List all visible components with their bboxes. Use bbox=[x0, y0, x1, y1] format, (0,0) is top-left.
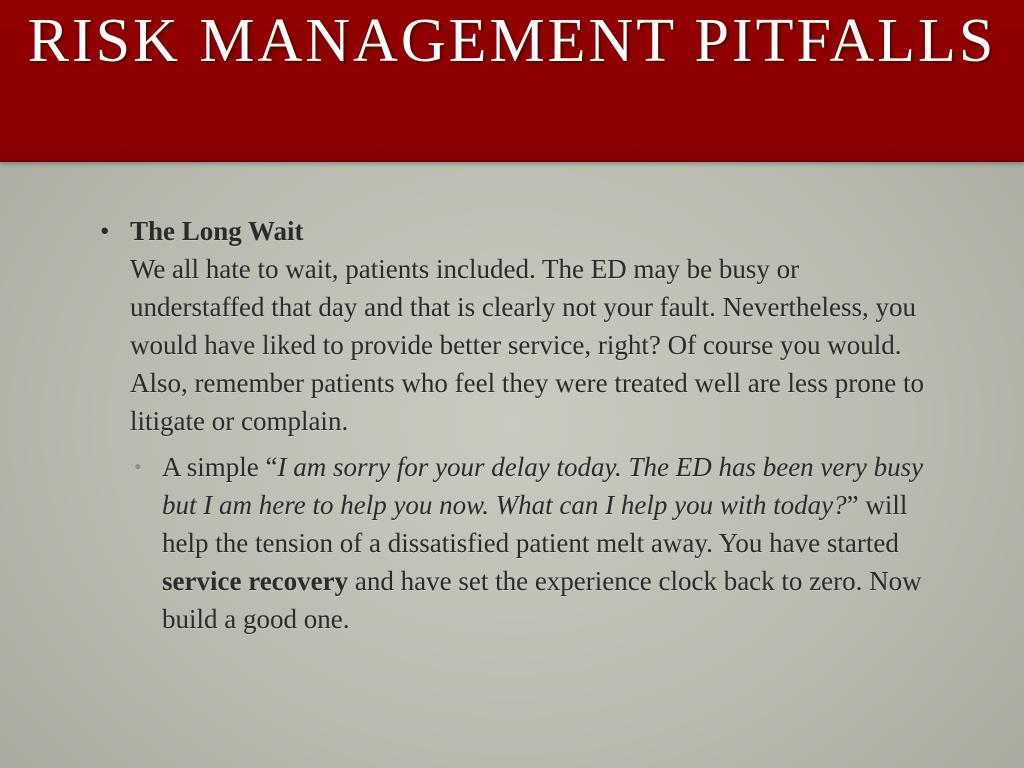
apology-quote: I am sorry for your delay today. The ED has been very busy but I am here to help you now. What can I help you with today? bbox=[162, 452, 924, 520]
sub-bullet-prefix: A simple “ bbox=[162, 452, 278, 482]
sub-bullet-marker: • bbox=[134, 454, 142, 479]
bullet-marker: • bbox=[100, 216, 110, 246]
sub-bullet-mid: ” will help the tension of a dissatisfied patient melt away. You have started bbox=[162, 490, 908, 558]
bullet-body: We all hate to wait, patients included. The ED may be busy or understaffed that day and that is clearly not your fault. Nevertheless, you would have liked to provide better service, right? Of course you would. Also, remember patients who feel they were treated well are less prone to litigate or complain. bbox=[130, 254, 924, 436]
sub-bullet-service-recovery bbox=[134, 448, 932, 638]
slide-title: RISK MANAGEMENT PITFALLS bbox=[27, 7, 997, 75]
sub-bullet-suffix: and have set the experience clock back to zero. Now build a good one. bbox=[162, 566, 922, 634]
service-recovery-term: service recovery bbox=[162, 566, 349, 596]
bullet-long-wait bbox=[100, 212, 940, 440]
slide-content bbox=[100, 212, 940, 638]
title-band bbox=[0, 0, 1024, 162]
bullet-heading: The Long Wait bbox=[130, 216, 304, 246]
